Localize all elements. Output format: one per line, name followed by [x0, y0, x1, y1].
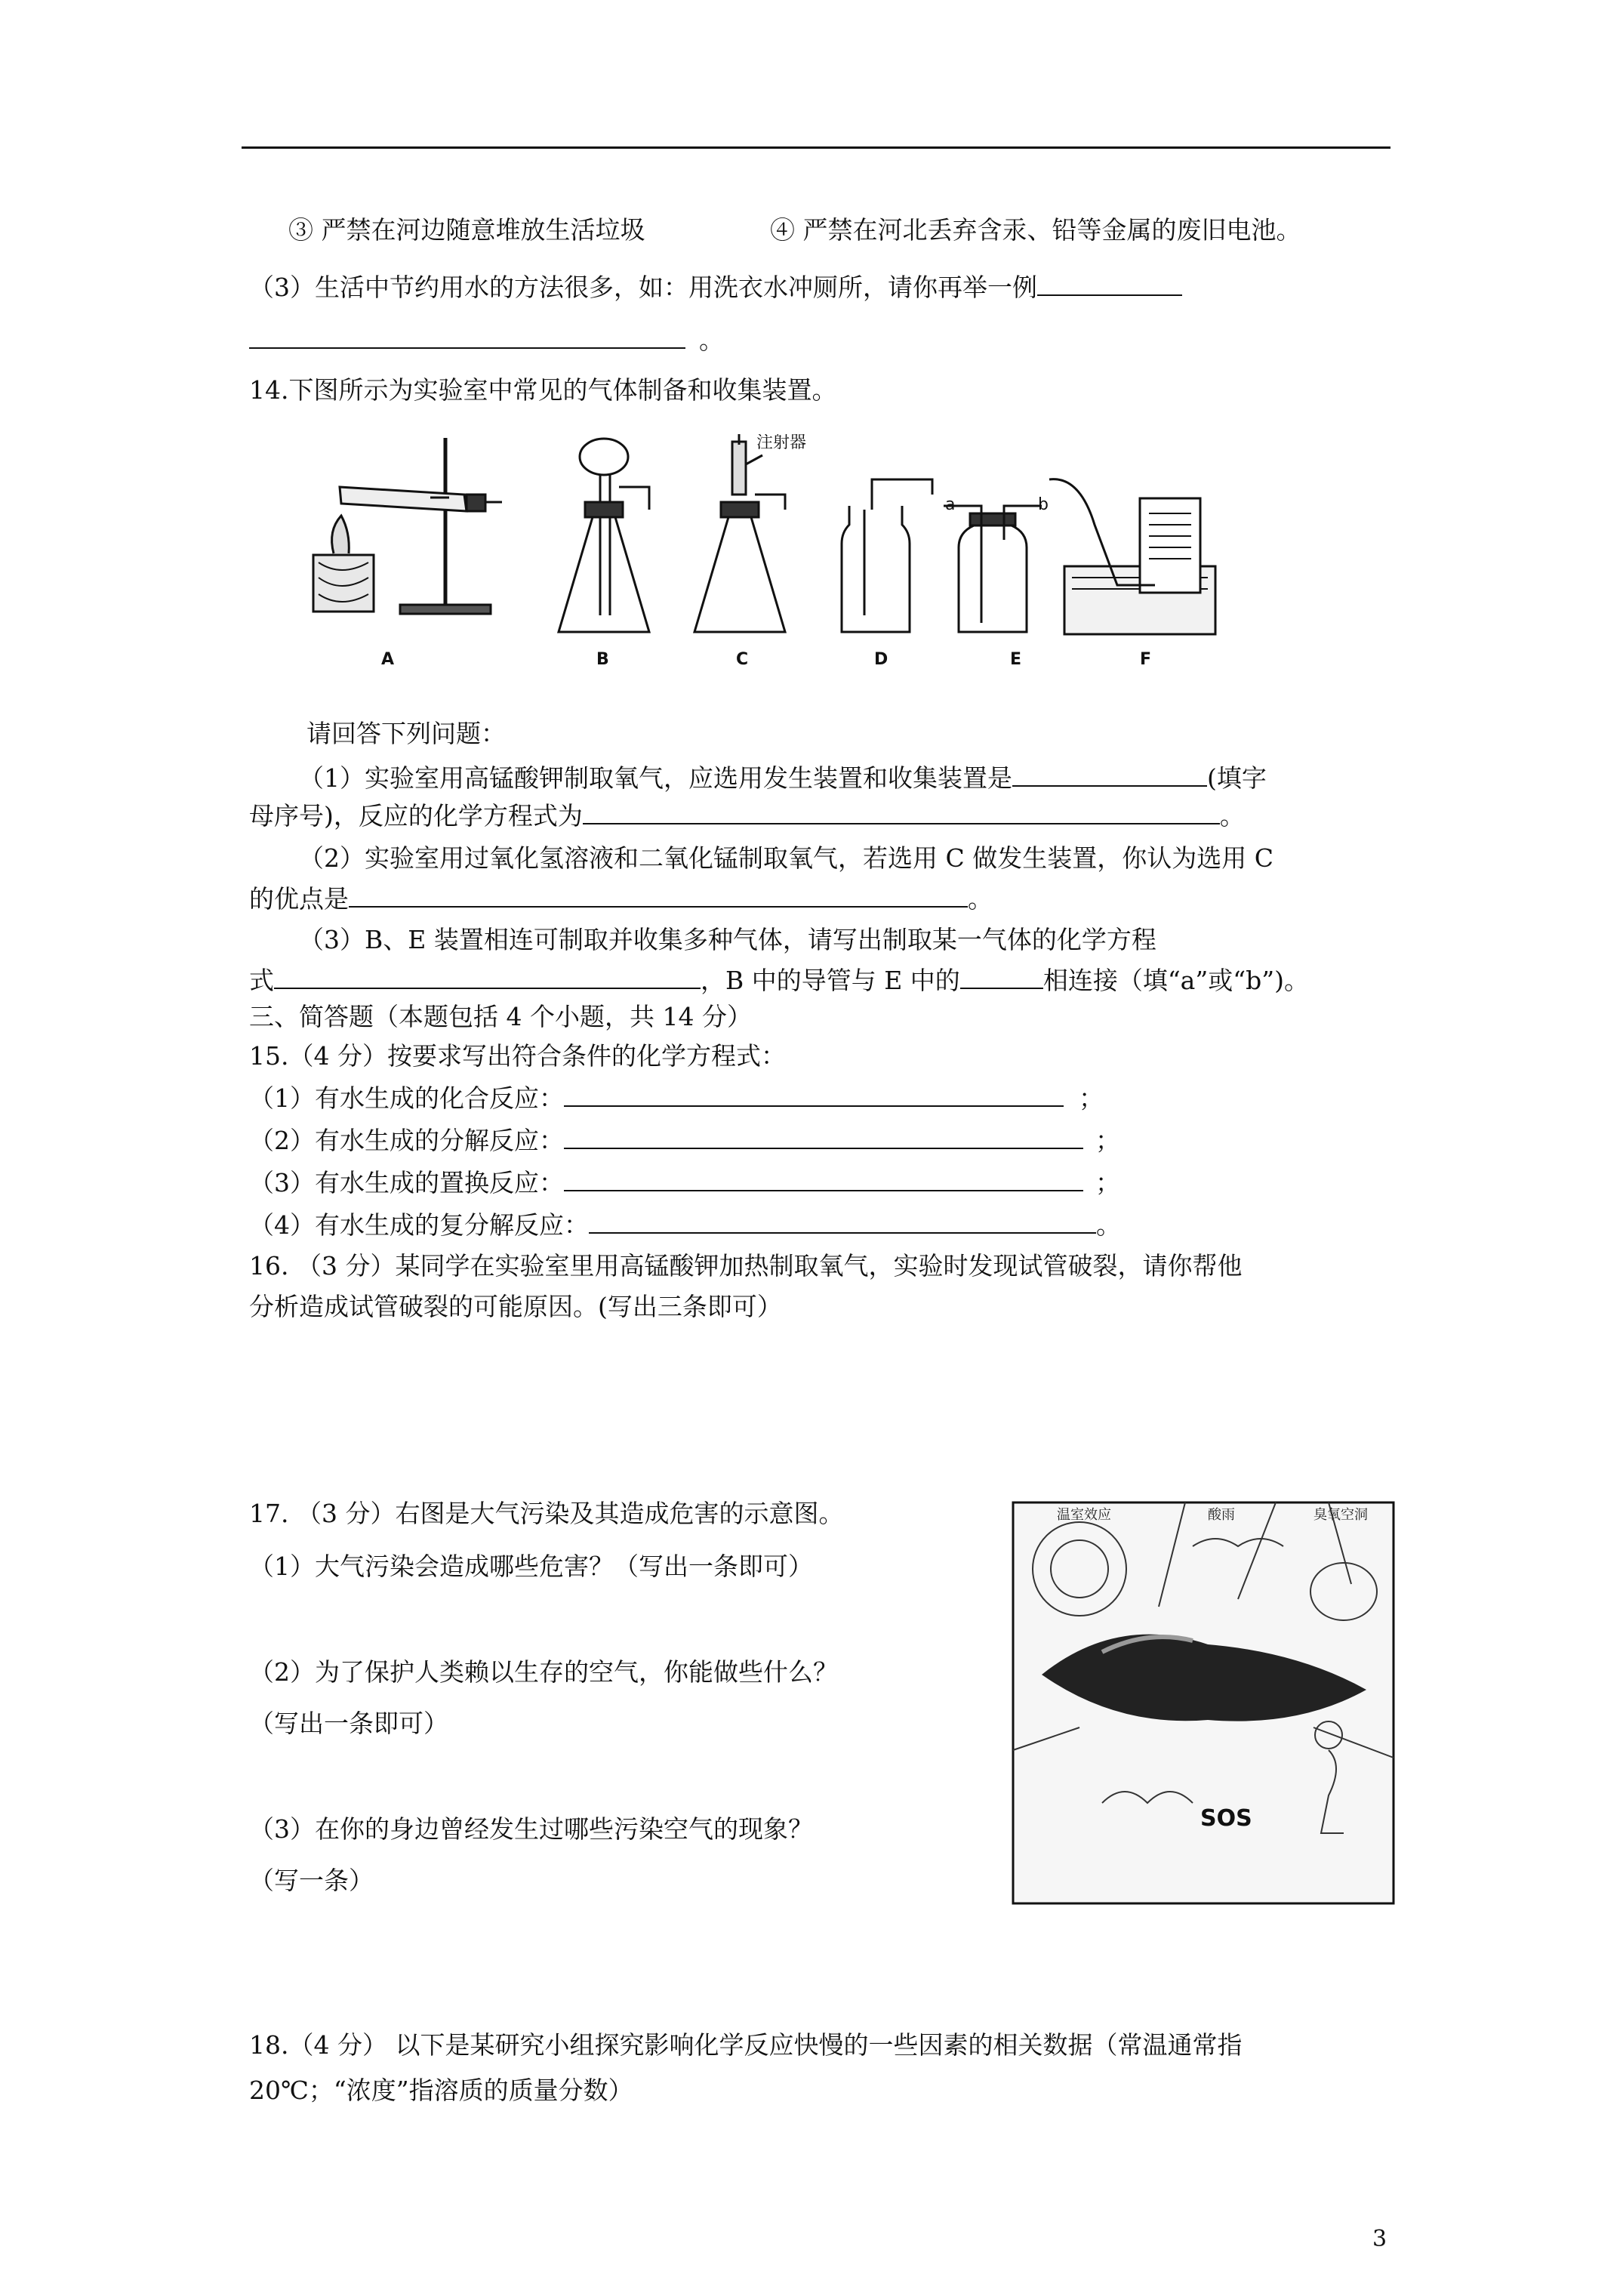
- q18-line2: 20℃；“浓度”指溶质的质量分数）: [249, 2076, 633, 2105]
- q14-p1-line2: [249, 801, 1245, 831]
- apparatus-b: [559, 439, 649, 632]
- apparatus-f: [1049, 479, 1215, 634]
- q15-item1: [249, 1084, 1104, 1111]
- fig-label-greenhouse: 温室效应: [1057, 1507, 1111, 1523]
- label-b: B: [596, 650, 609, 669]
- q17-part2-line1: （2）为了保护人类赖以生存的空气，你能做些什么？: [249, 1657, 838, 1687]
- q15-semi: ；: [1095, 1126, 1120, 1155]
- q13-part3-line2: [249, 326, 724, 353]
- q14-p3d: 相连接（填“a”或“b”)。: [1042, 966, 1309, 995]
- q15-item2: [249, 1126, 1120, 1153]
- answer-blank[interactable]: [1012, 764, 1207, 787]
- q18-line1: 18.（4 分） 以下是某研究小组探究影响化学反应快慢的一些因素的相关数据（常温通常指: [249, 2030, 1243, 2060]
- pollution-illustration: [1012, 1501, 1395, 1905]
- answer-blank[interactable]: [564, 1126, 1083, 1149]
- q14-p1-line1: [299, 764, 1267, 791]
- answer-blank[interactable]: [564, 1169, 1083, 1191]
- q13-part3: [249, 273, 1182, 300]
- q17-part3-line1: （3）在你的身边曾经发生过哪些污染空气的现象？: [249, 1814, 813, 1844]
- section-3-heading: 三、简答题（本题包括 4 个小题，共 14 分）: [249, 1002, 752, 1031]
- q14-p1c: 母序号)，反应的化学方程式为: [249, 801, 583, 831]
- fig-label-acid-rain: 酸雨: [1208, 1507, 1235, 1523]
- label-e: E: [1010, 650, 1022, 669]
- answer-blank[interactable]: [349, 885, 968, 908]
- q15-item3: [249, 1169, 1120, 1195]
- apparatus-c: [694, 434, 785, 632]
- q14-p1a: （1）实验室用高锰酸钾制取氧气，应选用发生装置和收集装置是: [299, 763, 1012, 793]
- label-c: C: [736, 650, 749, 669]
- port-a-label: a: [945, 495, 956, 514]
- answer-blank[interactable]: [249, 326, 685, 349]
- header-rule: [242, 146, 1390, 149]
- q15-i3: （3）有水生成的置换反应：: [249, 1168, 564, 1197]
- q14-p1d: 。: [1219, 801, 1245, 831]
- page-number: 3: [1372, 2226, 1387, 2252]
- apparatus-e: [944, 506, 1042, 632]
- q13-end: 。: [699, 325, 724, 355]
- q14-stem: 14.下图所示为实验室中常见的气体制备和收集装置。: [249, 375, 837, 405]
- apparatus-a: [313, 438, 502, 614]
- q14-p2b: 的优点是: [249, 884, 349, 914]
- q14-p2-line1: （2）实验室用过氧化氢溶液和二氧化锰制取氧气，若选用 C 做发生装置，你认为选用 C: [299, 843, 1273, 873]
- q15-end: 。: [1096, 1210, 1121, 1240]
- apparatus-d: [842, 479, 932, 632]
- q16-line1: 16. （3 分）某同学在实验室里用高锰酸钾加热制取氧气，实验时发现试管破裂，请你帮他: [249, 1251, 1243, 1281]
- q15-i2: （2）有水生成的分解反应：: [249, 1126, 564, 1155]
- q16-line2: 分析造成试管破裂的可能原因。(写出三条即可）: [249, 1292, 782, 1321]
- answer-blank[interactable]: [960, 966, 1043, 989]
- q13-item4: ④ 严禁在河北丢弃含汞、铅等金属的废旧电池。: [770, 215, 1301, 245]
- q13-item3: ③ 严禁在河边随意堆放生活垃圾: [288, 215, 645, 245]
- q15-i4: （4）有水生成的复分解反应：: [249, 1210, 589, 1240]
- answer-blank[interactable]: [564, 1084, 1064, 1107]
- q14-prompt: 请回答下列问题：: [306, 719, 506, 748]
- q15-i1: （1）有水生成的化合反应：: [249, 1083, 564, 1113]
- q17-part2-line2: （写出一条即可）: [249, 1709, 448, 1738]
- label-a: A: [381, 650, 395, 669]
- q14-p2-line2: [249, 884, 993, 914]
- q13-part3-text: （3）生活中节约用水的方法很多，如：用洗衣水冲厕所，请你再举一例: [249, 273, 1037, 302]
- answer-blank[interactable]: [583, 802, 1220, 824]
- q15-semi: ；: [1079, 1083, 1104, 1113]
- q14-p3-line1: （3）B、E 装置相连可制取并收集多种气体，请写出制取某一气体的化学方程: [299, 925, 1156, 954]
- q15-stem: 15.（4 分）按要求写出符合条件的化学方程式：: [249, 1041, 786, 1071]
- answer-blank[interactable]: [274, 966, 701, 989]
- q14-p2c: 。: [968, 884, 993, 914]
- q17-stem: 17. （3 分）右图是大气污染及其造成危害的示意图。: [249, 1499, 844, 1528]
- label-d: D: [874, 650, 888, 669]
- q14-p3-line2: [249, 966, 1309, 993]
- q15-item4: [249, 1210, 1121, 1240]
- answer-blank[interactable]: [1037, 273, 1182, 296]
- apparatus-figure: [294, 434, 1291, 676]
- syringe-label: 注射器: [756, 434, 807, 452]
- q15-semi: ；: [1095, 1168, 1120, 1197]
- q14-p3b: 式: [249, 966, 274, 995]
- fig-sos: SOS: [1200, 1805, 1252, 1832]
- fig-label-ozone-hole: 臭氧空洞: [1313, 1507, 1368, 1523]
- label-f: F: [1140, 650, 1152, 669]
- answer-blank[interactable]: [589, 1211, 1096, 1234]
- q17-part3-line2: （写一条）: [249, 1866, 374, 1895]
- q14-p3c: ，B 中的导管与 E 中的: [701, 966, 960, 995]
- port-b-label: b: [1038, 495, 1049, 514]
- q14-p1b: (填字: [1207, 763, 1267, 793]
- q17-part1: （1）大气污染会造成哪些危害？（写出一条即可）: [249, 1552, 813, 1581]
